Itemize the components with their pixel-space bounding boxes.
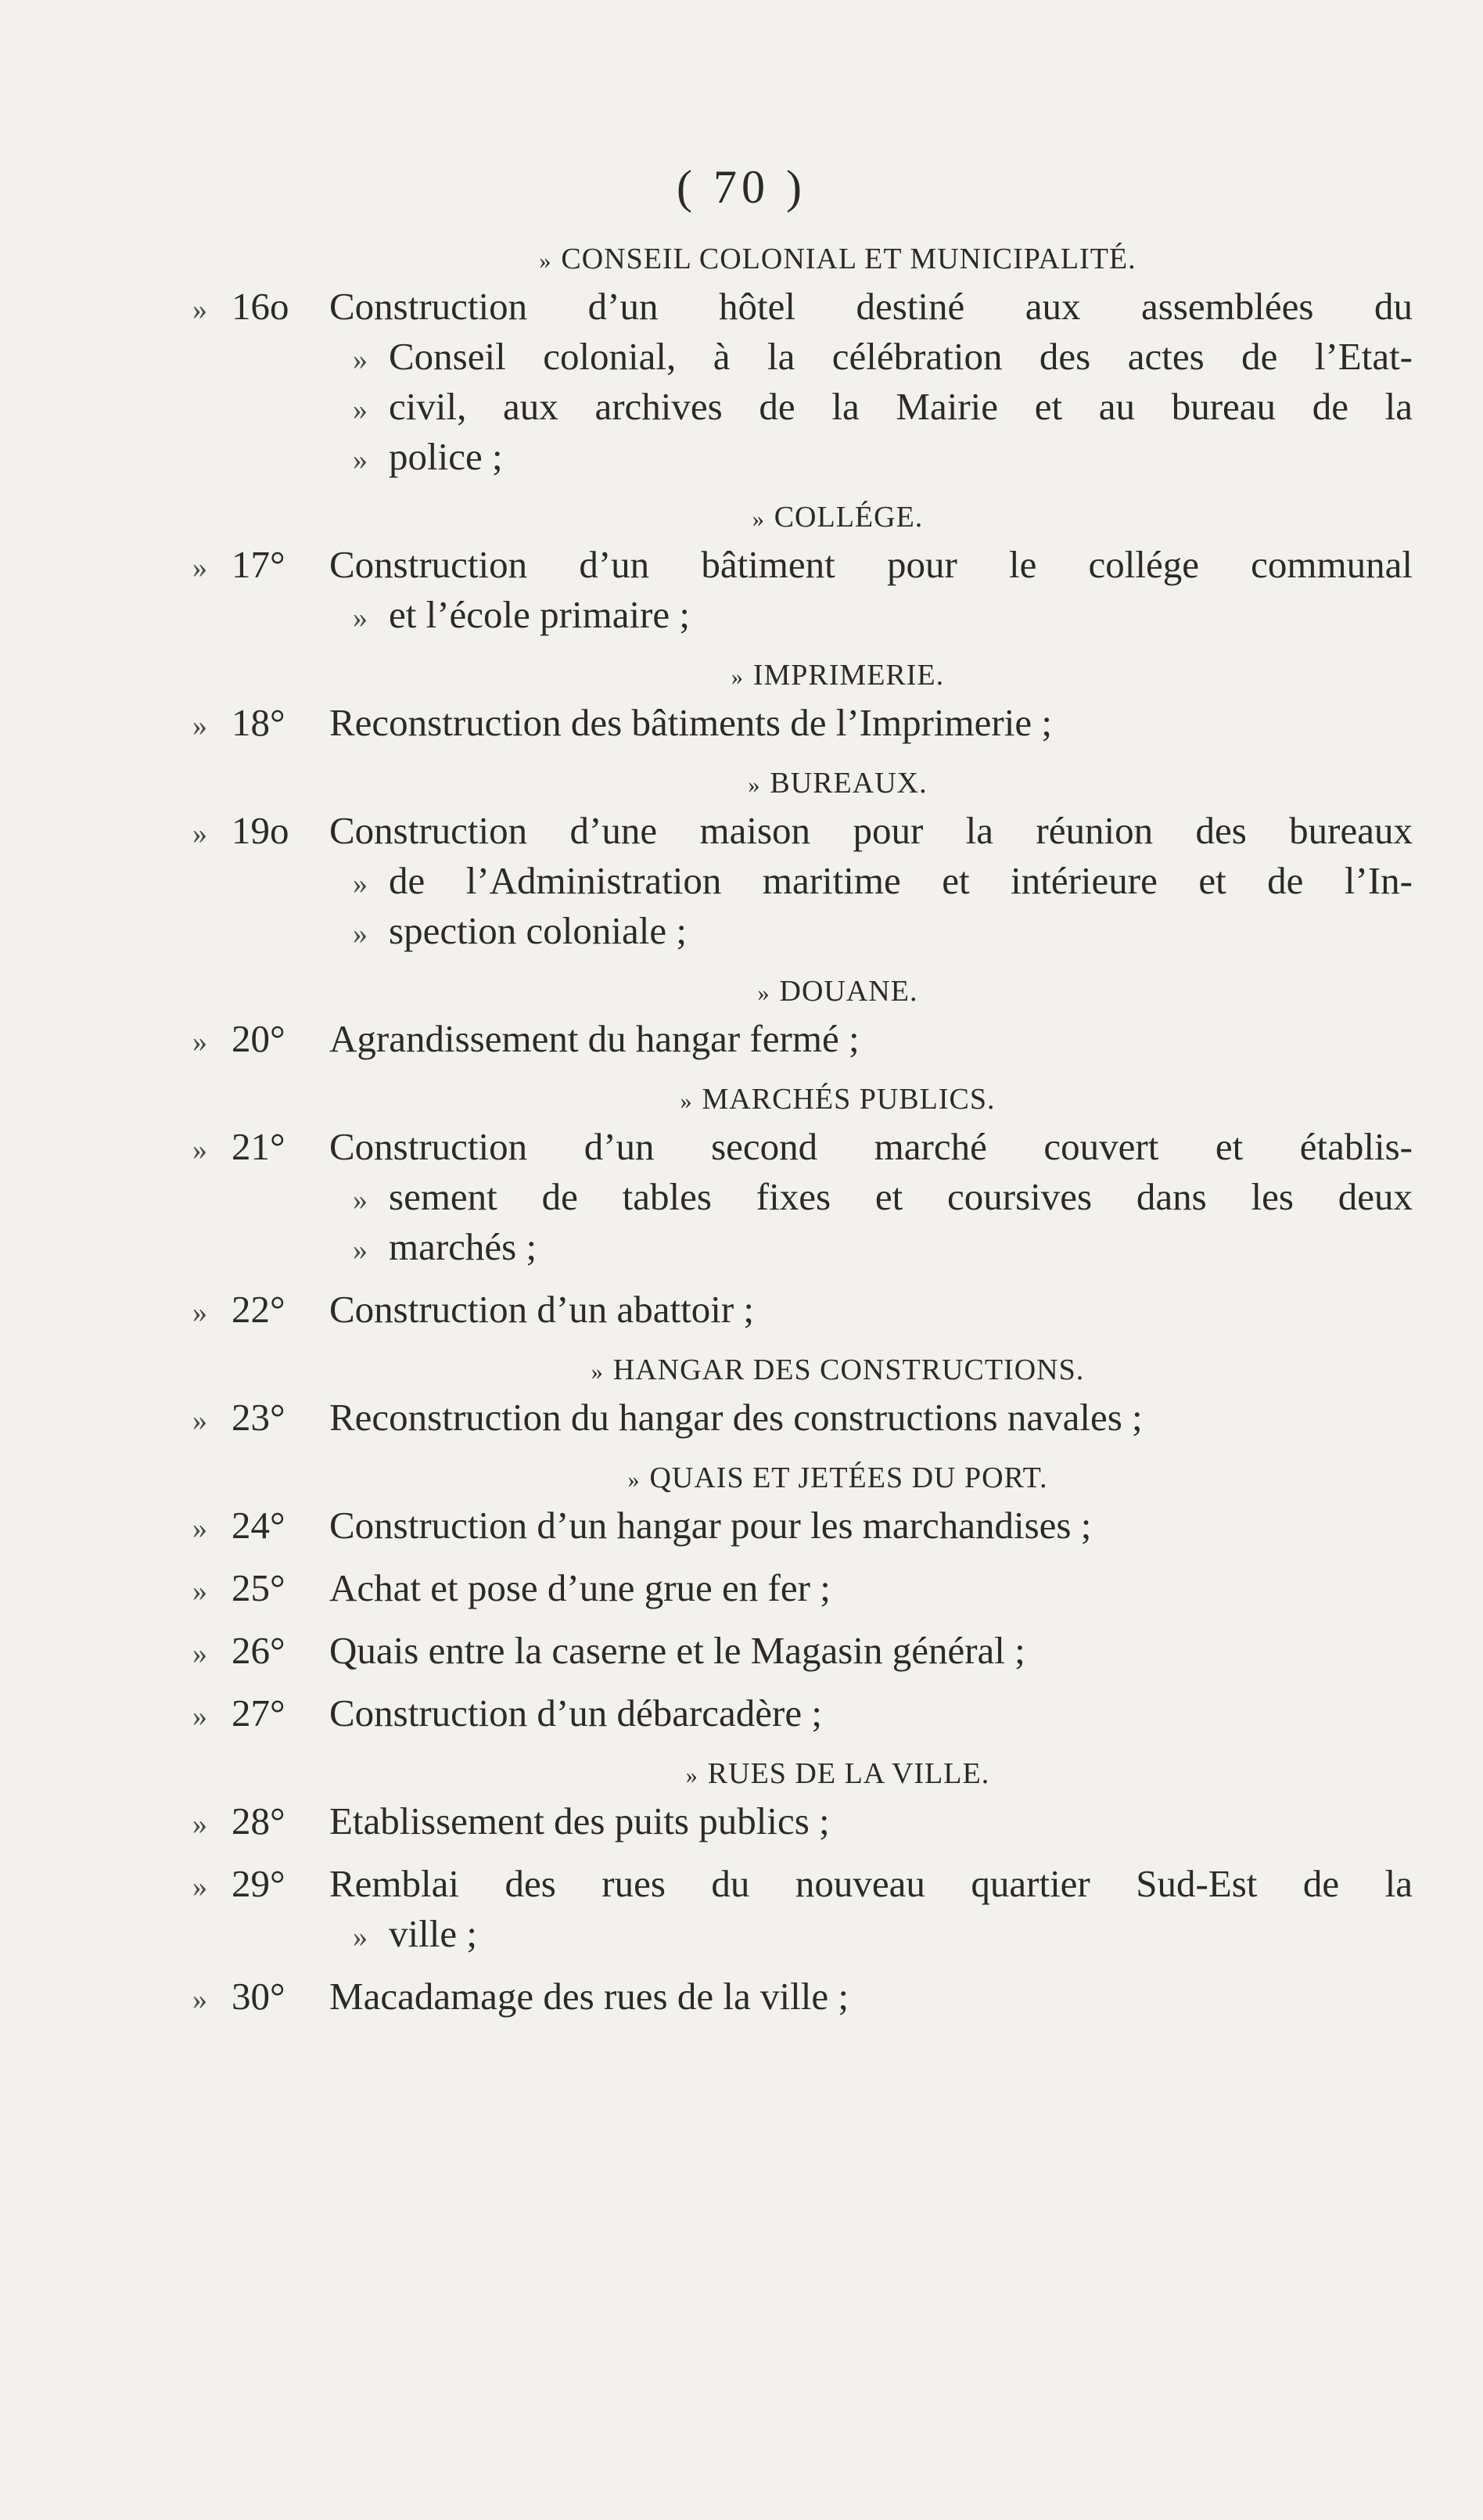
quote-mark: » — [192, 1134, 207, 1167]
section-heading — [192, 1077, 1413, 1122]
quote-mark: » — [192, 1296, 207, 1329]
article-entry — [192, 1501, 1413, 1551]
article-text: Reconstruction du hangar des constructions navales ; — [329, 1396, 1143, 1439]
article-line — [192, 1393, 1413, 1443]
quote-mark: » — [539, 248, 552, 274]
article-text: Construction d’un bâtiment pour le collége communal — [329, 543, 1413, 586]
article-text: Conseil colonial, à la célébration des actes de l’Etat- — [389, 335, 1413, 378]
article-number: 17° — [232, 543, 285, 586]
article-number: 27° — [232, 1691, 285, 1735]
article-line — [192, 432, 1413, 482]
quote-mark: » — [685, 1763, 698, 1788]
section-heading-text: DOUANE. — [779, 975, 918, 1008]
article-line — [192, 1172, 1413, 1222]
quote-mark: » — [192, 1512, 207, 1545]
article-entry — [192, 1563, 1413, 1613]
article-text: Reconstruction des bâtiments de l’Imprimerie ; — [329, 701, 1052, 744]
section-heading — [192, 1751, 1413, 1796]
article-text: marchés ; — [389, 1225, 537, 1268]
article-line — [192, 1563, 1413, 1613]
quote-mark: » — [192, 1983, 207, 2016]
article-line — [192, 1014, 1413, 1064]
article-line — [192, 698, 1413, 748]
section-heading — [192, 760, 1413, 806]
section-heading — [192, 494, 1413, 540]
section-heading — [192, 652, 1413, 698]
section-heading — [192, 236, 1413, 282]
page-number: ( 70 ) — [677, 161, 806, 213]
section-heading-text: MARCHÉS PUBLICS. — [702, 1083, 996, 1116]
article-text: Achat et pose d’une grue en fer ; — [329, 1566, 831, 1609]
article-text: Macadamage des rues de la ville ; — [329, 1975, 849, 2018]
article-line — [192, 1501, 1413, 1551]
article-entry — [192, 1626, 1413, 1676]
article-line — [192, 282, 1413, 332]
article-number: 29° — [232, 1862, 285, 1905]
article-number: 20° — [232, 1017, 285, 1060]
article-text: Remblai des rues du nouveau quartier Sud-Est de la — [329, 1862, 1413, 1905]
section-heading-text: HANGAR DES CONSTRUCTIONS. — [612, 1353, 1085, 1386]
article-line — [192, 856, 1413, 906]
quote-mark: » — [752, 506, 765, 532]
article-entry — [192, 1122, 1413, 1272]
article-entry — [192, 1972, 1413, 2022]
article-entry — [192, 1014, 1413, 1064]
article-entry — [192, 282, 1413, 482]
article-text: civil, aux archives de la Mairie et au bureau de la — [389, 385, 1413, 428]
article-number: 23° — [232, 1396, 285, 1439]
article-number: 16o — [232, 285, 289, 328]
section-heading-text: CONSEIL COLONIAL ET MUNICIPALITÉ. — [561, 243, 1136, 275]
section-heading — [192, 1347, 1413, 1393]
article-text: Construction d’un hôtel destiné aux assemblées du — [329, 285, 1413, 328]
section-heading-text: RUES DE LA VILLE. — [707, 1757, 990, 1790]
quote-mark: » — [192, 818, 207, 850]
article-line — [192, 1626, 1413, 1676]
article-number: 22° — [232, 1288, 285, 1331]
article-text: ville ; — [389, 1912, 477, 1955]
article-text: Quais entre la caserne et le Magasin général ; — [329, 1629, 1025, 1672]
section-heading-text: BUREAUX. — [770, 767, 928, 800]
quote-mark: » — [353, 394, 368, 426]
quote-mark: » — [192, 1575, 207, 1608]
quote-mark: » — [192, 1700, 207, 1733]
article-line — [192, 590, 1413, 640]
quote-mark: » — [192, 1808, 207, 1841]
article-text: Agrandissement du hangar fermé ; — [329, 1017, 860, 1060]
quote-mark: » — [192, 293, 207, 326]
quote-mark: » — [680, 1088, 693, 1114]
article-entry — [192, 1393, 1413, 1443]
quote-mark: » — [353, 868, 368, 901]
article-text: Construction d’un abattoir ; — [329, 1288, 754, 1331]
quote-mark: » — [353, 444, 368, 476]
article-text: et l’école primaire ; — [389, 593, 690, 636]
quote-mark: » — [192, 710, 207, 742]
quote-mark: » — [627, 1467, 641, 1493]
article-text: police ; — [389, 435, 503, 478]
article-number: 26° — [232, 1629, 285, 1672]
article-text: Construction d’un hangar pour les marchandises ; — [329, 1504, 1092, 1547]
quote-mark: » — [591, 1359, 604, 1385]
document-body — [192, 232, 1413, 2034]
article-text: Construction d’un second marché couvert et établis- — [329, 1125, 1413, 1168]
article-text: Etablissement des puits publics ; — [329, 1799, 830, 1842]
section-heading — [192, 969, 1413, 1014]
article-text: spection coloniale ; — [389, 909, 687, 952]
quote-mark: » — [353, 602, 368, 634]
article-entry — [192, 698, 1413, 748]
article-text: sement de tables fixes et coursives dans les deux — [389, 1175, 1413, 1218]
quote-mark: » — [192, 1637, 207, 1670]
quote-mark: » — [353, 1234, 368, 1267]
quote-mark: » — [192, 1871, 207, 1903]
article-text: Construction d’un débarcadère ; — [329, 1691, 822, 1735]
article-line — [192, 806, 1413, 856]
article-number: 18° — [232, 701, 285, 744]
article-line — [192, 1859, 1413, 1909]
article-line — [192, 1122, 1413, 1172]
article-entry — [192, 1859, 1413, 1959]
article-entry — [192, 1796, 1413, 1846]
article-number: 19o — [232, 809, 289, 852]
article-text: Construction d’une maison pour la réunion des bureaux — [329, 809, 1413, 852]
quote-mark: » — [353, 1184, 368, 1217]
quote-mark: » — [192, 1026, 207, 1059]
article-number: 28° — [232, 1799, 285, 1842]
quote-mark: » — [353, 343, 368, 376]
article-line — [192, 332, 1413, 382]
section-heading-text: QUAIS ET JETÉES DU PORT. — [649, 1461, 1048, 1494]
article-line — [192, 1688, 1413, 1738]
quote-mark: » — [353, 918, 368, 951]
quote-mark: » — [731, 664, 744, 690]
section-heading-text: COLLÉGE. — [774, 501, 924, 534]
quote-mark: » — [192, 552, 207, 584]
article-entry — [192, 806, 1413, 956]
article-number: 25° — [232, 1566, 285, 1609]
article-entry — [192, 1285, 1413, 1335]
article-line — [192, 1972, 1413, 2022]
quote-mark: » — [757, 980, 770, 1006]
article-text: de l’Administration maritime et intérieure et de l’In- — [389, 859, 1413, 902]
article-line — [192, 1796, 1413, 1846]
article-entry — [192, 540, 1413, 640]
article-line — [192, 1285, 1413, 1335]
quote-mark: » — [192, 1404, 207, 1437]
article-line — [192, 906, 1413, 956]
article-line — [192, 382, 1413, 432]
section-heading — [192, 1455, 1413, 1501]
section-heading-text: IMPRIMERIE. — [752, 659, 945, 692]
article-entry — [192, 1688, 1413, 1738]
quote-mark: » — [748, 772, 761, 798]
article-line — [192, 1909, 1413, 1959]
article-line — [192, 1222, 1413, 1272]
quote-mark: » — [353, 1921, 368, 1954]
article-line — [192, 540, 1413, 590]
article-number: 21° — [232, 1125, 285, 1168]
article-number: 24° — [232, 1504, 285, 1547]
article-number: 30° — [232, 1975, 285, 2018]
